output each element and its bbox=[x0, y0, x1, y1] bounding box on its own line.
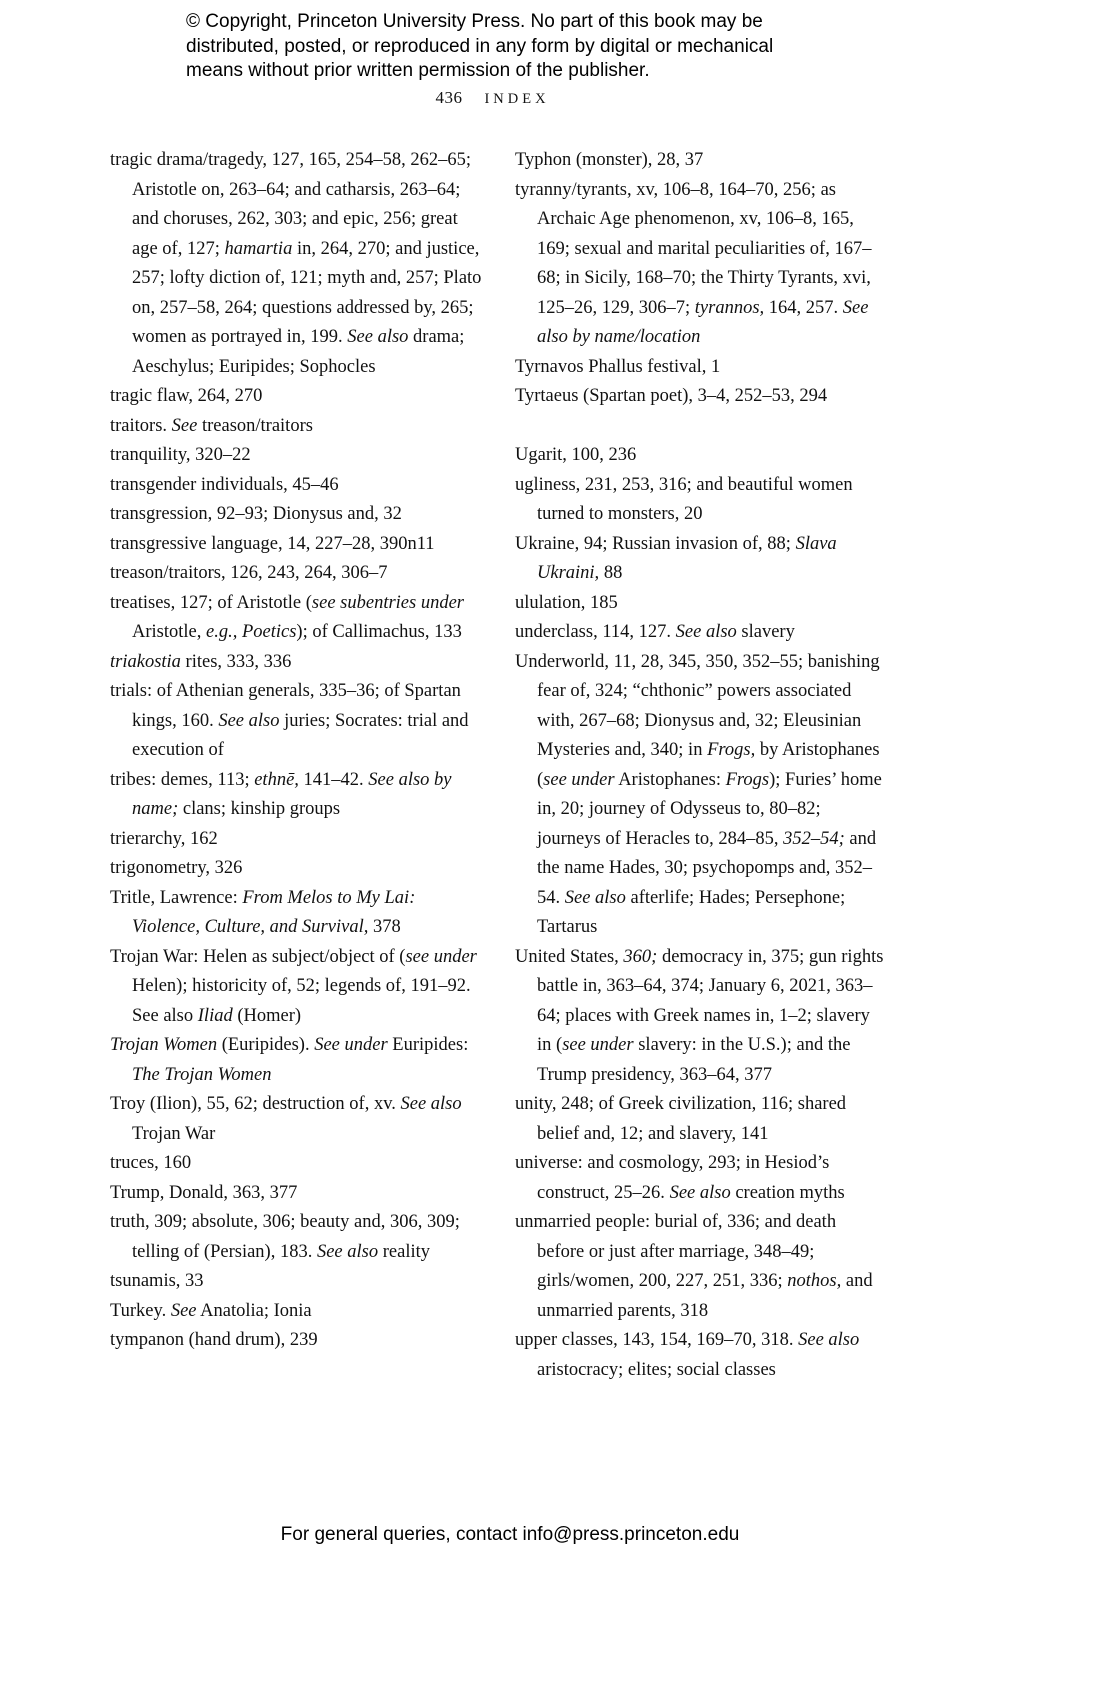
index-column bbox=[515, 146, 887, 1385]
page-footer: For general queries, contact info@press.princeton.edu bbox=[280, 1524, 740, 1545]
index-entry: Tyrtaeus (Spartan poet), 3–4, 252–53, 294 bbox=[515, 386, 828, 406]
index-entry: universe: and cosmology, 293; in Hesiod’s construct, 25–26. See also creation myths bbox=[515, 1153, 845, 1203]
index-entry: treatises, 127; of Aristotle (see subentries under Aristotle, e.g., Poetics); of Callimachus, 133 bbox=[110, 592, 465, 642]
index-entry: treason/traitors, 126, 243, 264, 306–7 bbox=[110, 563, 388, 583]
index-entry: Turkey. See Anatolia; Ionia bbox=[110, 1300, 312, 1321]
index-entry: trials: of Athenian generals, 335–36; of Spartan kings, 160. See also juries; Socrates: trial and execution of bbox=[110, 681, 469, 760]
copyright-line: distributed, posted, or reproduced in any form by digital or mechanical bbox=[186, 35, 774, 57]
index-entry: underclass, 114, 127. See also slavery bbox=[515, 622, 795, 642]
page-header bbox=[0, 88, 985, 108]
index-entry: Ugarit, 100, 236 bbox=[515, 445, 637, 465]
index-entry: Troy (Ilion), 55, 62; destruction of, xv. See also Trojan War bbox=[110, 1094, 462, 1144]
index-entry: Trojan Women (Euripides). See under Euripides: The Trojan Women bbox=[110, 1035, 469, 1085]
index-entry: tyranny/tyrants, xv, 106–8, 164–70, 256; as Archaic Age phenomenon, xv, 106–8, 165, 169; sexual and marital peculiarities of, 167–68; in Sicily, 168–70; the Thirty Tyrants, xvi, 125–26, 129, 306–7; tyrannos, 164, 257. See also by name/location bbox=[515, 179, 872, 347]
index-entry: ululation, 185 bbox=[515, 592, 618, 613]
index-entry: Trump, Donald, 363, 377 bbox=[110, 1182, 298, 1203]
copyright-notice bbox=[186, 10, 773, 84]
index-entry: Tyrnavos Phallus festival, 1 bbox=[515, 356, 721, 377]
index-entry: traitors. See treason/traitors bbox=[110, 415, 313, 436]
index-entry: unmarried people: burial of, 336; and death before or just after marriage, 348–49; girls/women, 200, 227, 251, 336; nothos, and unmarried parents, 318 bbox=[515, 1212, 873, 1321]
index-entry: tragic drama/tragedy, 127, 165, 254–58, 262–65; Aristotle on, 263–64; and catharsis, 263–64; and choruses, 262, 303; and epic, 256; great age of, 127; hamartia in, 264, 270; and justice, 257; lofty diction of, 121; myth and, 257; Plato on, 257–58, 264; questions addressed by, 265; women as portrayed in, 199. See also drama; Aeschylus; Euripides; Sophocles bbox=[110, 150, 482, 377]
index-body bbox=[110, 146, 992, 1385]
index-column bbox=[110, 146, 482, 1385]
index-section bbox=[515, 441, 887, 1385]
running-head: INDEX bbox=[484, 91, 550, 107]
index-entry: triakostia rites, 333, 336 bbox=[110, 651, 292, 672]
index-entry: Typhon (monster), 28, 37 bbox=[515, 150, 704, 170]
page-number: 436 bbox=[435, 88, 463, 107]
index-entry: upper classes, 143, 154, 169–70, 318. See also aristocracy; elites; social classes bbox=[515, 1330, 860, 1380]
index-entry: unity, 248; of Greek civilization, 116; shared belief and, 12; and slavery, 141 bbox=[515, 1094, 847, 1144]
index-entry: Tritle, Lawrence: From Melos to My Lai: Violence, Culture, and Survival, 378 bbox=[110, 887, 416, 937]
index-entry: truth, 309; absolute, 306; beauty and, 306, 309; telling of (Persian), 183. See also reality bbox=[110, 1212, 460, 1262]
index-section bbox=[515, 146, 887, 412]
index-entry: Underworld, 11, 28, 345, 350, 352–55; banishing fear of, 324; “chthonic” powers associated with, 267–68; Dionysus and, 32; Eleusinian Mysteries and, 340; in Frogs, by Aristophanes (see under Aristophanes: Frogs); Furies’ home in, 20; journey of Odysseus to, 80–82; journeys of Heracles to, 284–85, 352–54; and the name Hades, 30; psychopomps and, 352–54. See also afterlife; Hades; Persephone; Tartarus bbox=[515, 651, 882, 937]
index-entry: tympanon (hand drum), 239 bbox=[110, 1330, 318, 1350]
index-entry: Ukraine, 94; Russian invasion of, 88; Slava Ukraini, 88 bbox=[515, 533, 837, 583]
index-section bbox=[110, 146, 482, 1356]
index-entry: tranquility, 320–22 bbox=[110, 445, 251, 465]
index-entry: tsunamis, 33 bbox=[110, 1271, 204, 1291]
index-entry: ugliness, 231, 253, 316; and beautiful women turned to monsters, 20 bbox=[515, 474, 853, 524]
index-entry: truces, 160 bbox=[110, 1153, 192, 1173]
index-entry: tragic flaw, 264, 270 bbox=[110, 386, 263, 406]
index-entry: trierarchy, 162 bbox=[110, 828, 218, 849]
index-entry: tribes: demes, 113; ethnē, 141–42. See also by name; clans; kinship groups bbox=[110, 769, 452, 819]
index-entry: transgender individuals, 45–46 bbox=[110, 474, 339, 495]
index-entry: trigonometry, 326 bbox=[110, 858, 243, 878]
index-entry: transgression, 92–93; Dionysus and, 32 bbox=[110, 504, 402, 524]
index-entry: United States, 360; democracy in, 375; gun rights battle in, 363–64, 374; January 6, 2021, 363–64; places with Greek names in, 1–2; slavery in (see under slavery: in the U.S.); and the Trump presidency, 363–64, 377 bbox=[515, 946, 884, 1085]
copyright-line: means without prior written permission of the publisher. bbox=[186, 60, 650, 81]
index-entry: Trojan War: Helen as subject/object of (see under Helen); historicity of, 52; legends of, 191–92. See also Iliad (Homer) bbox=[110, 946, 477, 1026]
copyright-line: © Copyright, Princeton University Press. No part of this book may be bbox=[186, 11, 763, 32]
index-entry: transgressive language, 14, 227–28, 390n11 bbox=[110, 533, 435, 554]
